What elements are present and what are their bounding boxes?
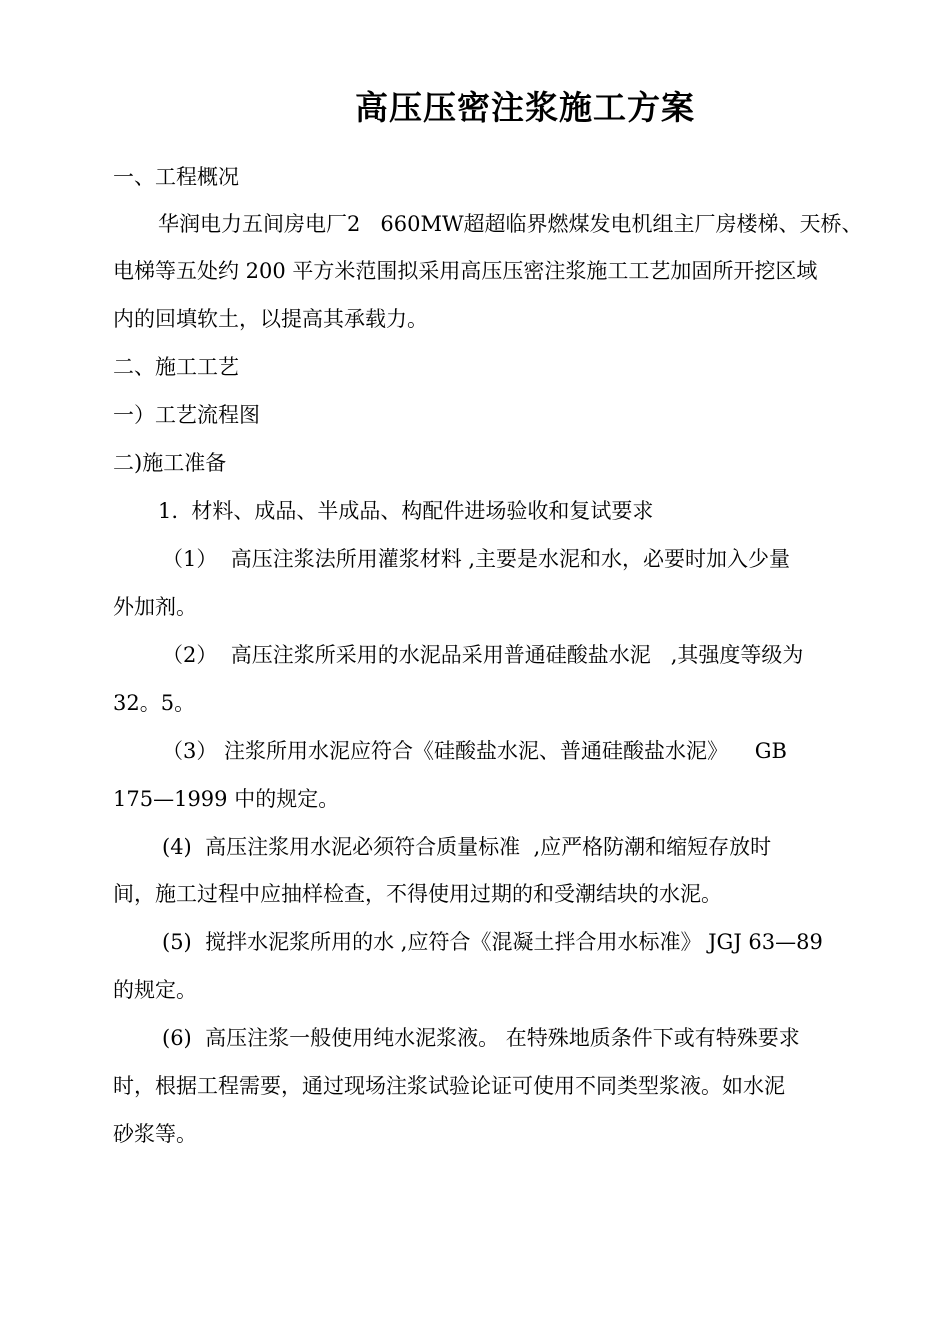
- overview-line-2: 电梯等五处约 200 平方米范围拟采用高压压密注浆施工工艺加固所开挖区域: [113, 259, 818, 283]
- requirement-3-line-2: 175—1999 中的规定。: [113, 787, 340, 811]
- document-title: 高压压密注浆施工方案: [355, 88, 695, 127]
- overview-line-1: 华润电力五间房电厂2 660MW超超临界燃煤发电机组主厂房楼梯、天桥、: [158, 212, 863, 236]
- overview-line-3: 内的回填软土，以提高其承载力。: [113, 307, 428, 331]
- requirement-4-line-1: (4) 高压注浆用水泥必须符合质量标准 ,应严格防潮和缩短存放时: [162, 835, 772, 859]
- requirement-3-line-1: （3） 注浆所用水泥应符合《硅酸盐水泥、普通硅酸盐水泥》 GB: [162, 739, 787, 763]
- item-heading-materials: 1. 材料、成品、半成品、构配件进场验收和复试要求: [158, 499, 654, 523]
- requirement-6-line-3: 砂浆等。: [113, 1122, 197, 1146]
- requirement-6-line-1: (6) 高压注浆一般使用纯水泥浆液。 在特殊地质条件下或有特殊要求: [162, 1026, 800, 1050]
- subheading-flowchart: 一）工艺流程图: [113, 403, 260, 427]
- section-heading-overview: 一、工程概况: [113, 165, 239, 189]
- requirement-5-line-2: 的规定。: [113, 978, 197, 1002]
- requirement-2-line-1: （2） 高压注浆所采用的水泥品采用普通硅酸盐水泥 ,其强度等级为: [162, 643, 804, 667]
- requirement-2-line-2: 32。5。: [113, 691, 196, 715]
- requirement-6-line-2: 时，根据工程需要，通过现场注浆试验论证可使用不同类型浆液。如水泥: [113, 1074, 785, 1098]
- requirement-1-line-2: 外加剂。: [113, 595, 197, 619]
- section-heading-process: 二、施工工艺: [113, 355, 239, 379]
- subheading-preparation: 二)施工准备: [113, 451, 227, 475]
- requirement-1-line-1: （1） 高压注浆法所用灌浆材料 ,主要是水泥和水，必要时加入少量: [162, 547, 791, 571]
- requirement-4-line-2: 间，施工过程中应抽样检查，不得使用过期的和受潮结块的水泥。: [113, 882, 722, 906]
- requirement-5-line-1: (5) 搅拌水泥浆所用的水 ,应符合《混凝土拌合用水标准》 JGJ 63—89: [162, 930, 823, 954]
